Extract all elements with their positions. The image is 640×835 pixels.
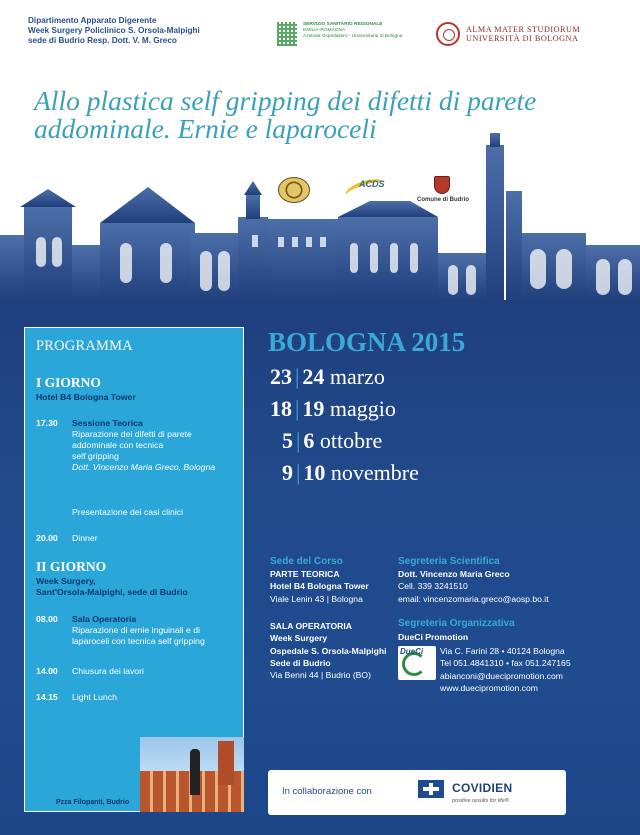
program-panel: PROGRAMMA I GIORNO Hotel B4 Bologna Tower 17.30 Sessione Teorica Riparazione dei difetti di parete addominale con tecnica self gripping Dott. Vincenzo Maria Greco, Bologna Presentazione dei casi clinici 20.00 Dinner II GIORNO Week Surgery, Sant'Orsola-Malpighi, sede di Budrio 08.00 Sala Operatoria Riparazione di ernie inguinali e di laparoceli con tecnica self gripping 14.00 Chiusura dei lavori 14.15 Light Lunch Pzza Filopanti, Budrio: [24, 327, 244, 812]
sede-theory: PARTE TEORICA Hotel B4 Bologna Tower Viale Lenin 43 | Bologna: [270, 569, 369, 604]
covidien-cross-icon: [418, 780, 444, 798]
department-line: Week Surgery Policlinico S. Orsola-Malpighi: [28, 26, 200, 35]
day2-location: Week Surgery, Sant'Orsola-Malpighi, sede di Budrio: [36, 576, 188, 597]
date-line: 23 | 24 marzo: [270, 364, 385, 389]
department-line: Dipartimento Apparato Digerente: [28, 16, 157, 25]
budrio-square-photo: [140, 737, 244, 812]
page-title: Allo plastica self gripping dei difetti di parete addominale. Ernie e laparoceli: [34, 85, 537, 144]
scientific-secretariat: Dott. Vincenzo Maria Greco Cell. 339 3241510 email: vincenzomaria.greco@aosp.bo.it: [398, 569, 549, 604]
collab-label: In collaborazione con: [282, 786, 372, 797]
sede-operatory: SALA OPERATORIA Week Surgery Ospedale S. Orsola-Malpighi Sede di Budrio Via Benni 44 | Budrio (BO): [270, 621, 387, 681]
photo-caption: Pzza Filopanti, Budrio: [56, 799, 130, 806]
comune-label: Comune di Budrio: [417, 197, 469, 203]
day1-title: I GIORNO: [36, 375, 101, 390]
department-line: sede di Budrio Resp. Dott. V. M. Greco: [28, 36, 177, 45]
org-secretariat-heading: Segreteria Organizzativa: [398, 618, 515, 629]
acds-logo: ACDS: [345, 175, 397, 205]
crest-icon: [434, 176, 450, 194]
comune-crest: [430, 176, 454, 196]
ssr-text: SERVIZIO SANITARIO REGIONALE EMILIA-ROMAGNA Azienda Ospedaliero - Universitaria di Bologna: [303, 22, 403, 39]
org-secretariat-contacts: Via C. Farini 28 • 40124 Bologna Tel 051.4841310 • fax 051.247165 abianconi@duecipromotion.com www.duecipromotion.com: [440, 646, 571, 693]
bologna-skyline-illustration: [0, 125, 640, 301]
city-year-heading: BOLOGNA 2015: [268, 327, 466, 357]
program-heading: PROGRAMMA: [36, 338, 133, 354]
ssr-grid-icon: [277, 22, 297, 46]
university-name: ALMA MATER STUDIORUM UNIVERSITÀ DI BOLOGNA: [466, 25, 581, 43]
covidien-name: COVIDIEN: [452, 781, 513, 795]
sede-heading: Sede del Corso: [270, 556, 343, 567]
day1-location: Hotel B4 Bologna Tower: [36, 392, 136, 402]
date-line: 5 | 6 ottobre: [282, 428, 383, 453]
org-secretariat-name: DueCi Promotion: [398, 632, 469, 642]
university-seal-icon: [436, 22, 460, 46]
ssr-logo: [277, 22, 427, 48]
covidien-tagline: positive results for life®: [452, 798, 509, 804]
collaboration-box: [268, 770, 566, 815]
date-line: 18 | 19 maggio: [270, 396, 396, 421]
department-info: [28, 16, 268, 46]
day2-title: II GIORNO: [36, 559, 107, 574]
society-seal-icon: [278, 177, 310, 203]
dueci-logo: DueCi: [398, 646, 436, 680]
university-logo: [436, 20, 636, 50]
scientific-secretariat-heading: Segreteria Scientifica: [398, 556, 500, 567]
date-line: 9 | 10 novembre: [282, 460, 419, 485]
